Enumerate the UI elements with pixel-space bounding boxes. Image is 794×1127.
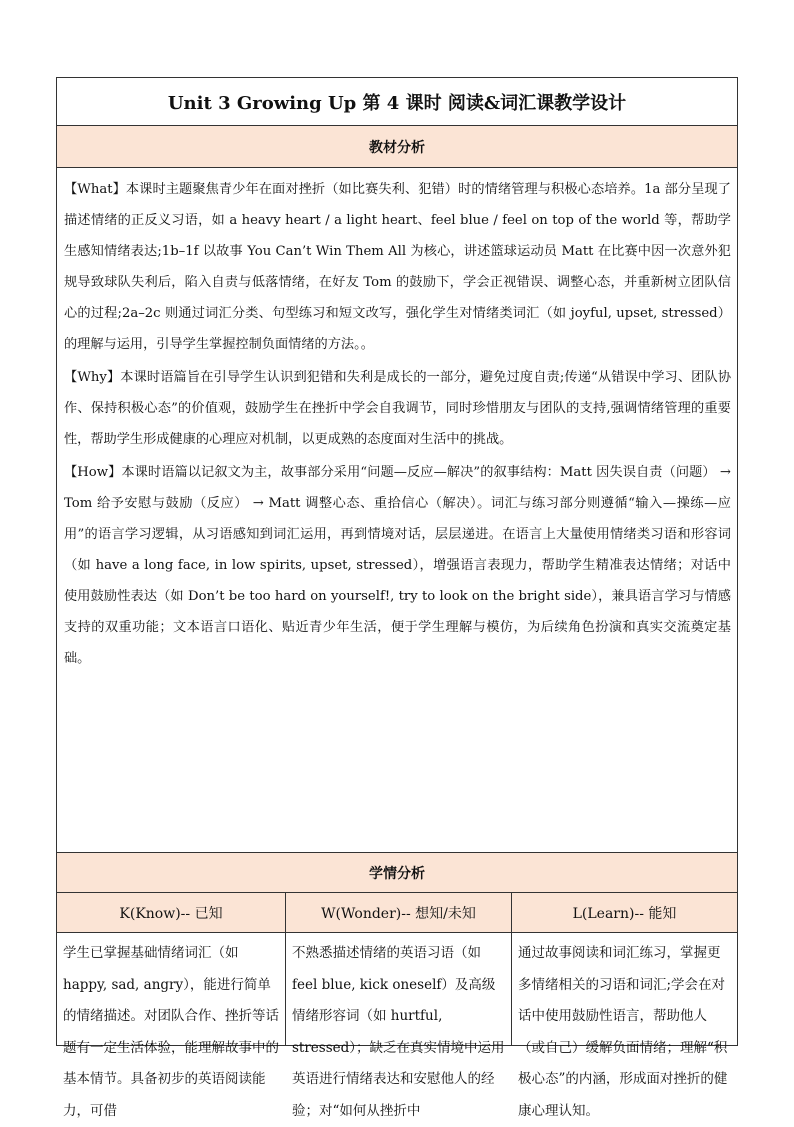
how-text: 本课时语篇以记叙文为主，故事部分采用“问题—反应—解决”的叙事结构：Matt 因失误自责（问题） → Tom 给予安慰与鼓励（反应） → Matt 调整心态、重拾信心（解决）。词汇与练习部分则遵循“输入—操练—应用”的语言学习逻辑，从习语感知到词汇运用，再到情境对话，层层递进。在语言上大量使用情绪类习语和形容词（如 have a long face, in low spirits, upset, stressed），增强语言表现力，帮助学生精准表达情绪；对话中使用鼓励性表达（如 Don’t be too hard on yourself!, try to look on the bright side），兼具语言学习与情感支持的双重功能；文本语言口语化、贴近青少年生活，便于学生理解与模仿，为后续角色扮演和真实交流奠定基础。 <box>64 465 731 666</box>
kwl-header-learn: L(Learn)-- 能知 <box>572 905 677 922</box>
kwl-header-know: K(Know)-- 已知 <box>57 893 286 932</box>
how-paragraph <box>64 457 731 674</box>
kwl-header-wonder: W(Wonder)-- 想知/未知 <box>286 893 512 932</box>
what-text: 本课时主题聚焦青少年在面对挫折（如比赛失利、犯错）时的情绪管理与积极心态培养。1a 部分呈现了描述情绪的正反义习语，如 a heavy heart / a light heart、feel blue / feel on top of the world 等，帮助学生感知情绪表达;1b–1f 以故事 You Can’t Win Them All 为核心，讲述篮球运动员 Matt 在比赛中因一次意外犯规导致球队失利后，陷入自责与低落情绪，在好友 Tom 的鼓励下，学会正视错误、调整心态，并重新树立团队信心的过程;2a–2c 则通过词汇分类、句型练习和短文改写，强化学生对情绪类词汇（如 joyful, upset, stressed）的理解与运用，引导学生掌握控制负面情绪的方法。。 <box>64 182 731 352</box>
document-title: Unit 3 Growing Up 第 4 课时 阅读&词汇课教学设计 <box>57 78 737 126</box>
section-heading-learner-analysis: 学情分析 <box>57 853 737 893</box>
how-tag: 【How】 <box>64 465 122 480</box>
kwl-body-row <box>57 933 737 1119</box>
what-paragraph <box>64 174 731 360</box>
why-text: 本课时语篇旨在引导学生认识到犯错和失利是成长的一部分，避免过度自责;传递“从错误中学习、团队协作、保持积极心态”的价值观，鼓励学生在挫折中学会自我调节，同时珍惜朋友与团队的支持,强调情绪管理的重要性，帮助学生形成健康的心理应对机制，以更成熟的态度面对生活中的挑战。 <box>64 370 732 447</box>
why-paragraph <box>64 362 731 455</box>
section-heading-textbook-analysis: 教材分析 <box>57 126 737 168</box>
kwl-cell-know: 学生已掌握基础情绪词汇（如 happy, sad, angry），能进行简单的情绪描述。对团队合作、挫折等话题有一定生活体验，能理解故事中的基本情节。具备初步的英语阅读能力，可借 <box>57 933 286 1045</box>
kwl-cell-learn: 通过故事阅读和词汇练习，掌握更多情绪相关的习语和词汇;学会在对话中使用鼓励性语言，帮助他人（或自己）缓解负面情绪；理解“积极心态”的内涵，形成面对挫折的健康心理认知。 <box>518 945 728 1119</box>
kwl-cell-wonder: 不熟悉描述情绪的英语习语（如 feel blue, kick oneself）及高级情绪形容词（如 hurtful, stressed）；缺乏在真实情境中运用英语进行情绪表达和安慰他人的经验；对“如何从挫折中 <box>286 933 512 1045</box>
lesson-plan-table <box>56 77 738 1119</box>
kwl-header-row <box>57 893 737 933</box>
textbook-analysis-content <box>57 168 737 853</box>
what-tag: 【What】 <box>64 182 126 197</box>
why-tag: 【Why】 <box>64 370 121 385</box>
